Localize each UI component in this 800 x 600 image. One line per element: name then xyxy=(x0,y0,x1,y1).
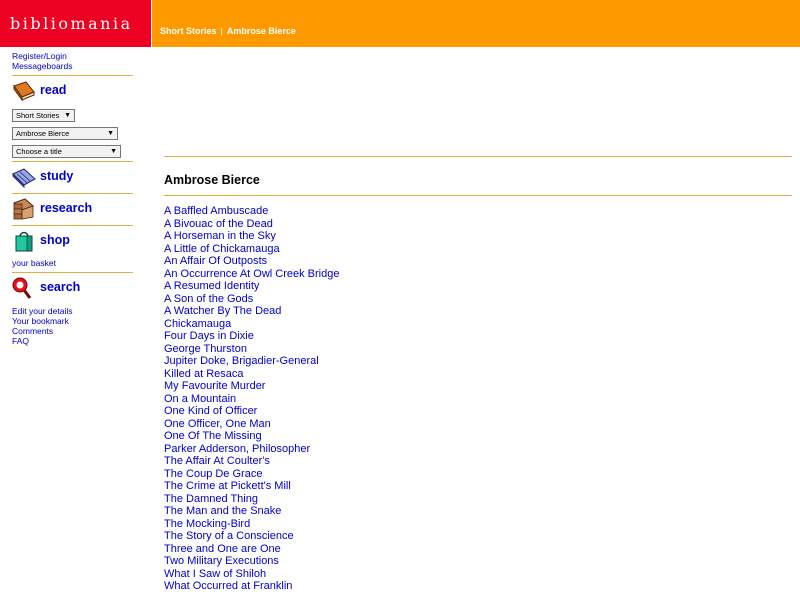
story-link[interactable]: The Man and the Snake xyxy=(164,505,282,517)
sidebar-item-study[interactable] xyxy=(12,162,133,195)
list-item xyxy=(164,518,339,531)
story-link[interactable]: The Story of a Conscience xyxy=(164,530,294,542)
story-link[interactable]: A Horseman in the Sky xyxy=(164,230,276,242)
story-link[interactable]: Chickamauga xyxy=(164,317,232,330)
list-item xyxy=(164,530,339,543)
story-link[interactable]: George Thurston xyxy=(164,342,247,355)
list-item xyxy=(164,318,339,331)
study-label[interactable]: study xyxy=(40,169,74,183)
list-item xyxy=(164,580,339,593)
list-item xyxy=(164,255,339,268)
breadcrumb-item-section[interactable]: Short Stories xyxy=(160,26,217,36)
story-link[interactable]: A Little of Chickamauga xyxy=(164,242,280,255)
story-link[interactable]: Jupiter Doke, Brigadier-General xyxy=(164,355,319,367)
content-divider xyxy=(164,156,792,157)
book-icon xyxy=(12,80,36,102)
header-bar xyxy=(152,0,800,47)
story-link[interactable]: On a Mountain xyxy=(164,392,237,405)
story-link[interactable]: The Affair At Coulter's xyxy=(164,455,270,467)
logo-area[interactable] xyxy=(0,0,151,47)
list-item xyxy=(164,380,339,393)
story-link[interactable]: The Damned Thing xyxy=(164,492,258,505)
comments-link[interactable]: Comments xyxy=(12,326,54,336)
list-item xyxy=(164,493,339,506)
story-link[interactable]: One Of The Missing xyxy=(164,430,262,442)
list-item xyxy=(164,430,339,443)
author-select-value: Ambrose Bierce xyxy=(16,129,70,138)
sidebar-item-read[interactable] xyxy=(12,76,133,109)
story-link[interactable]: The Crime at Pickett's Mill xyxy=(164,480,291,492)
breadcrumb-separator: | xyxy=(220,26,223,36)
shopping-bag-icon xyxy=(12,230,36,252)
list-item xyxy=(164,230,339,243)
breadcrumb xyxy=(160,26,296,36)
shop-label[interactable]: shop xyxy=(40,233,70,247)
story-link[interactable]: A Baffled Ambuscade xyxy=(164,205,269,217)
list-item xyxy=(164,305,339,318)
list-item xyxy=(164,280,339,293)
read-label[interactable]: read xyxy=(40,83,67,97)
messageboards-link[interactable]: Messageboards xyxy=(12,61,73,71)
magnifier-icon xyxy=(12,277,36,299)
title-select[interactable] xyxy=(12,145,121,158)
sidebar-item-shop[interactable] xyxy=(12,226,133,259)
story-link[interactable]: A Watcher By The Dead xyxy=(164,305,282,317)
list-item xyxy=(164,405,339,418)
content-divider xyxy=(164,195,792,196)
list-item xyxy=(164,555,339,568)
story-link[interactable]: What Occurred at Franklin xyxy=(164,580,293,592)
list-item xyxy=(164,293,339,306)
category-select-value: Short Stories xyxy=(16,111,60,120)
list-item xyxy=(164,455,339,468)
notebook-icon xyxy=(12,166,36,188)
research-label[interactable]: research xyxy=(40,201,93,215)
story-link[interactable]: A Son of the Gods xyxy=(164,292,254,305)
story-link[interactable]: Parker Adderson, Philosopher xyxy=(164,442,311,455)
list-item xyxy=(164,418,339,431)
list-item xyxy=(164,505,339,518)
list-item xyxy=(164,543,339,556)
list-item xyxy=(164,268,339,281)
your-basket-link[interactable]: your basket xyxy=(12,258,56,268)
sidebar-item-research[interactable] xyxy=(12,194,133,227)
sidebar xyxy=(12,51,133,346)
chevron-down-icon: ▼ xyxy=(110,148,117,155)
story-link[interactable]: Four Days in Dixie xyxy=(164,330,254,342)
story-link[interactable]: Two Military Executions xyxy=(164,555,279,567)
story-link[interactable]: One Officer, One Man xyxy=(164,417,271,430)
list-item xyxy=(164,343,339,356)
story-link[interactable]: An Occurrence At Owl Creek Bridge xyxy=(164,267,340,280)
list-item xyxy=(164,468,339,481)
story-link[interactable]: A Bivouac of the Dead xyxy=(164,217,273,230)
title-select-value: Choose a title xyxy=(16,147,62,156)
list-item xyxy=(164,568,339,581)
story-link[interactable]: Three and One are One xyxy=(164,542,281,555)
category-select[interactable] xyxy=(12,109,75,122)
story-link[interactable]: My Favourite Murder xyxy=(164,380,266,392)
page-title: Ambrose Bierce xyxy=(164,173,260,187)
story-link[interactable]: The Mocking-Bird xyxy=(164,517,251,530)
list-item xyxy=(164,355,339,368)
list-item xyxy=(164,368,339,381)
chevron-down-icon: ▼ xyxy=(107,130,114,137)
story-link[interactable]: Killed at Resaca xyxy=(164,367,244,380)
story-link[interactable]: One Kind of Officer xyxy=(164,405,258,417)
story-link[interactable]: What I Saw of Shiloh xyxy=(164,567,267,580)
sidebar-item-search[interactable] xyxy=(12,273,133,306)
list-item xyxy=(164,443,339,456)
story-list xyxy=(164,205,339,593)
books-stack-icon xyxy=(12,198,36,220)
breadcrumb-item-author[interactable]: Ambrose Bierce xyxy=(226,26,296,36)
story-link[interactable]: A Resumed Identity xyxy=(164,280,260,292)
bookmark-link[interactable]: Your bookmark xyxy=(12,316,69,326)
chevron-down-icon: ▼ xyxy=(64,112,71,119)
search-label[interactable]: search xyxy=(40,280,81,294)
story-link[interactable]: An Affair Of Outposts xyxy=(164,255,268,267)
list-item xyxy=(164,393,339,406)
site-logo[interactable]: bibliomania xyxy=(10,14,133,33)
author-select[interactable] xyxy=(12,127,118,140)
list-item xyxy=(164,480,339,493)
list-item xyxy=(164,218,339,231)
story-link[interactable]: The Coup De Grace xyxy=(164,467,263,480)
faq-link[interactable]: FAQ xyxy=(12,336,30,346)
edit-details-link[interactable]: Edit your details xyxy=(12,306,73,316)
register-login-link[interactable]: Register/Login xyxy=(12,51,67,61)
list-item xyxy=(164,243,339,256)
list-item xyxy=(164,205,339,218)
list-item xyxy=(164,330,339,343)
